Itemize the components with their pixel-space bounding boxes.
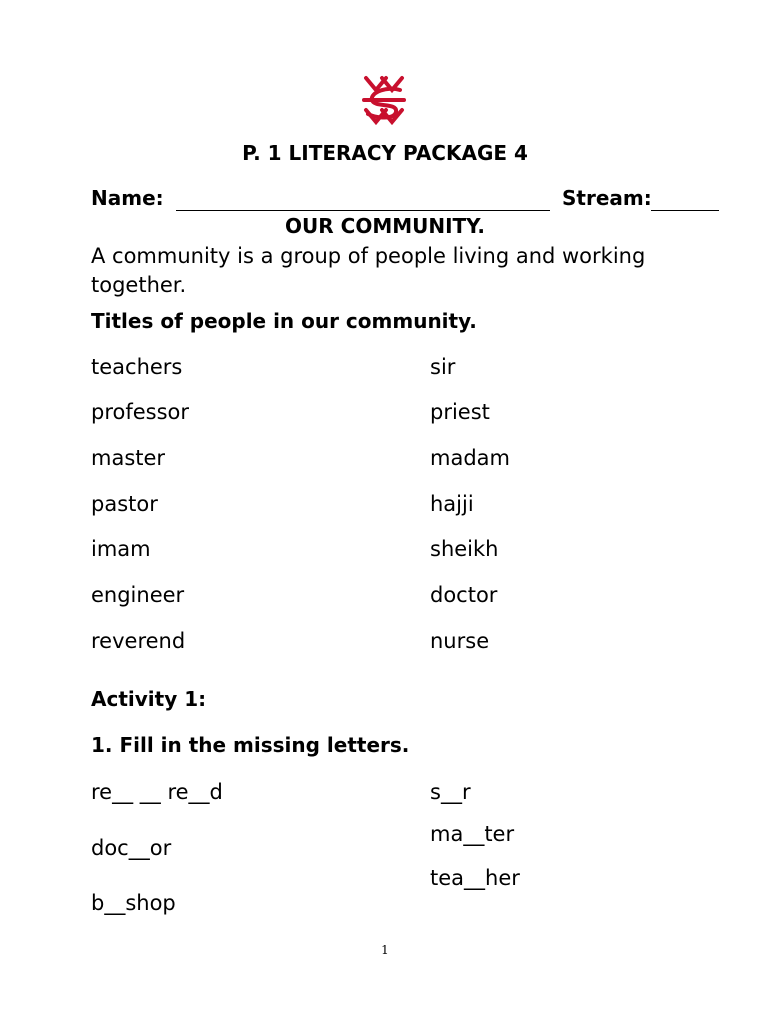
page-number: 1 — [381, 943, 389, 957]
blank-word-right: tea__her — [430, 866, 520, 890]
blank-word-left: b__shop — [91, 891, 176, 915]
school-crest-logo-icon — [360, 74, 408, 126]
title-word-left: engineer — [91, 583, 185, 607]
title-word-right: sheikh — [430, 537, 499, 561]
title-word-right: sir — [430, 355, 456, 379]
title-word-right: doctor — [430, 583, 498, 607]
title-word-left: professor — [91, 400, 190, 424]
title-word-left: imam — [91, 537, 151, 561]
page-title: P. 1 LITERACY PACKAGE 4 — [242, 141, 528, 165]
title-word-right: hajji — [430, 492, 474, 516]
title-word-left: master — [91, 446, 166, 470]
title-word-right: priest — [430, 400, 490, 424]
title-word-right: nurse — [430, 629, 490, 653]
title-word-left: reverend — [91, 629, 186, 653]
name-label: Name: — [91, 186, 164, 210]
title-word-left: pastor — [91, 492, 158, 516]
blank-word-right: s__r — [430, 780, 471, 804]
activity-instruction: 1. Fill in the missing letters. — [91, 733, 410, 757]
intro-paragraph: A community is a group of people living and working together. — [91, 244, 646, 297]
name-blank-line[interactable] — [176, 210, 550, 211]
stream-label: Stream: — [562, 186, 652, 210]
title-word-left: teachers — [91, 355, 183, 379]
activity-label: Activity 1: — [91, 687, 207, 711]
blank-word-right: ma__ter — [430, 822, 515, 846]
blank-word-left: doc__or — [91, 836, 172, 860]
blank-word-left: re__ __ re__d — [91, 780, 223, 804]
titles-heading: Titles of people in our community. — [91, 309, 477, 333]
stream-blank-line[interactable] — [651, 210, 719, 211]
section-heading: OUR COMMUNITY. — [285, 214, 485, 238]
title-word-right: madam — [430, 446, 510, 470]
